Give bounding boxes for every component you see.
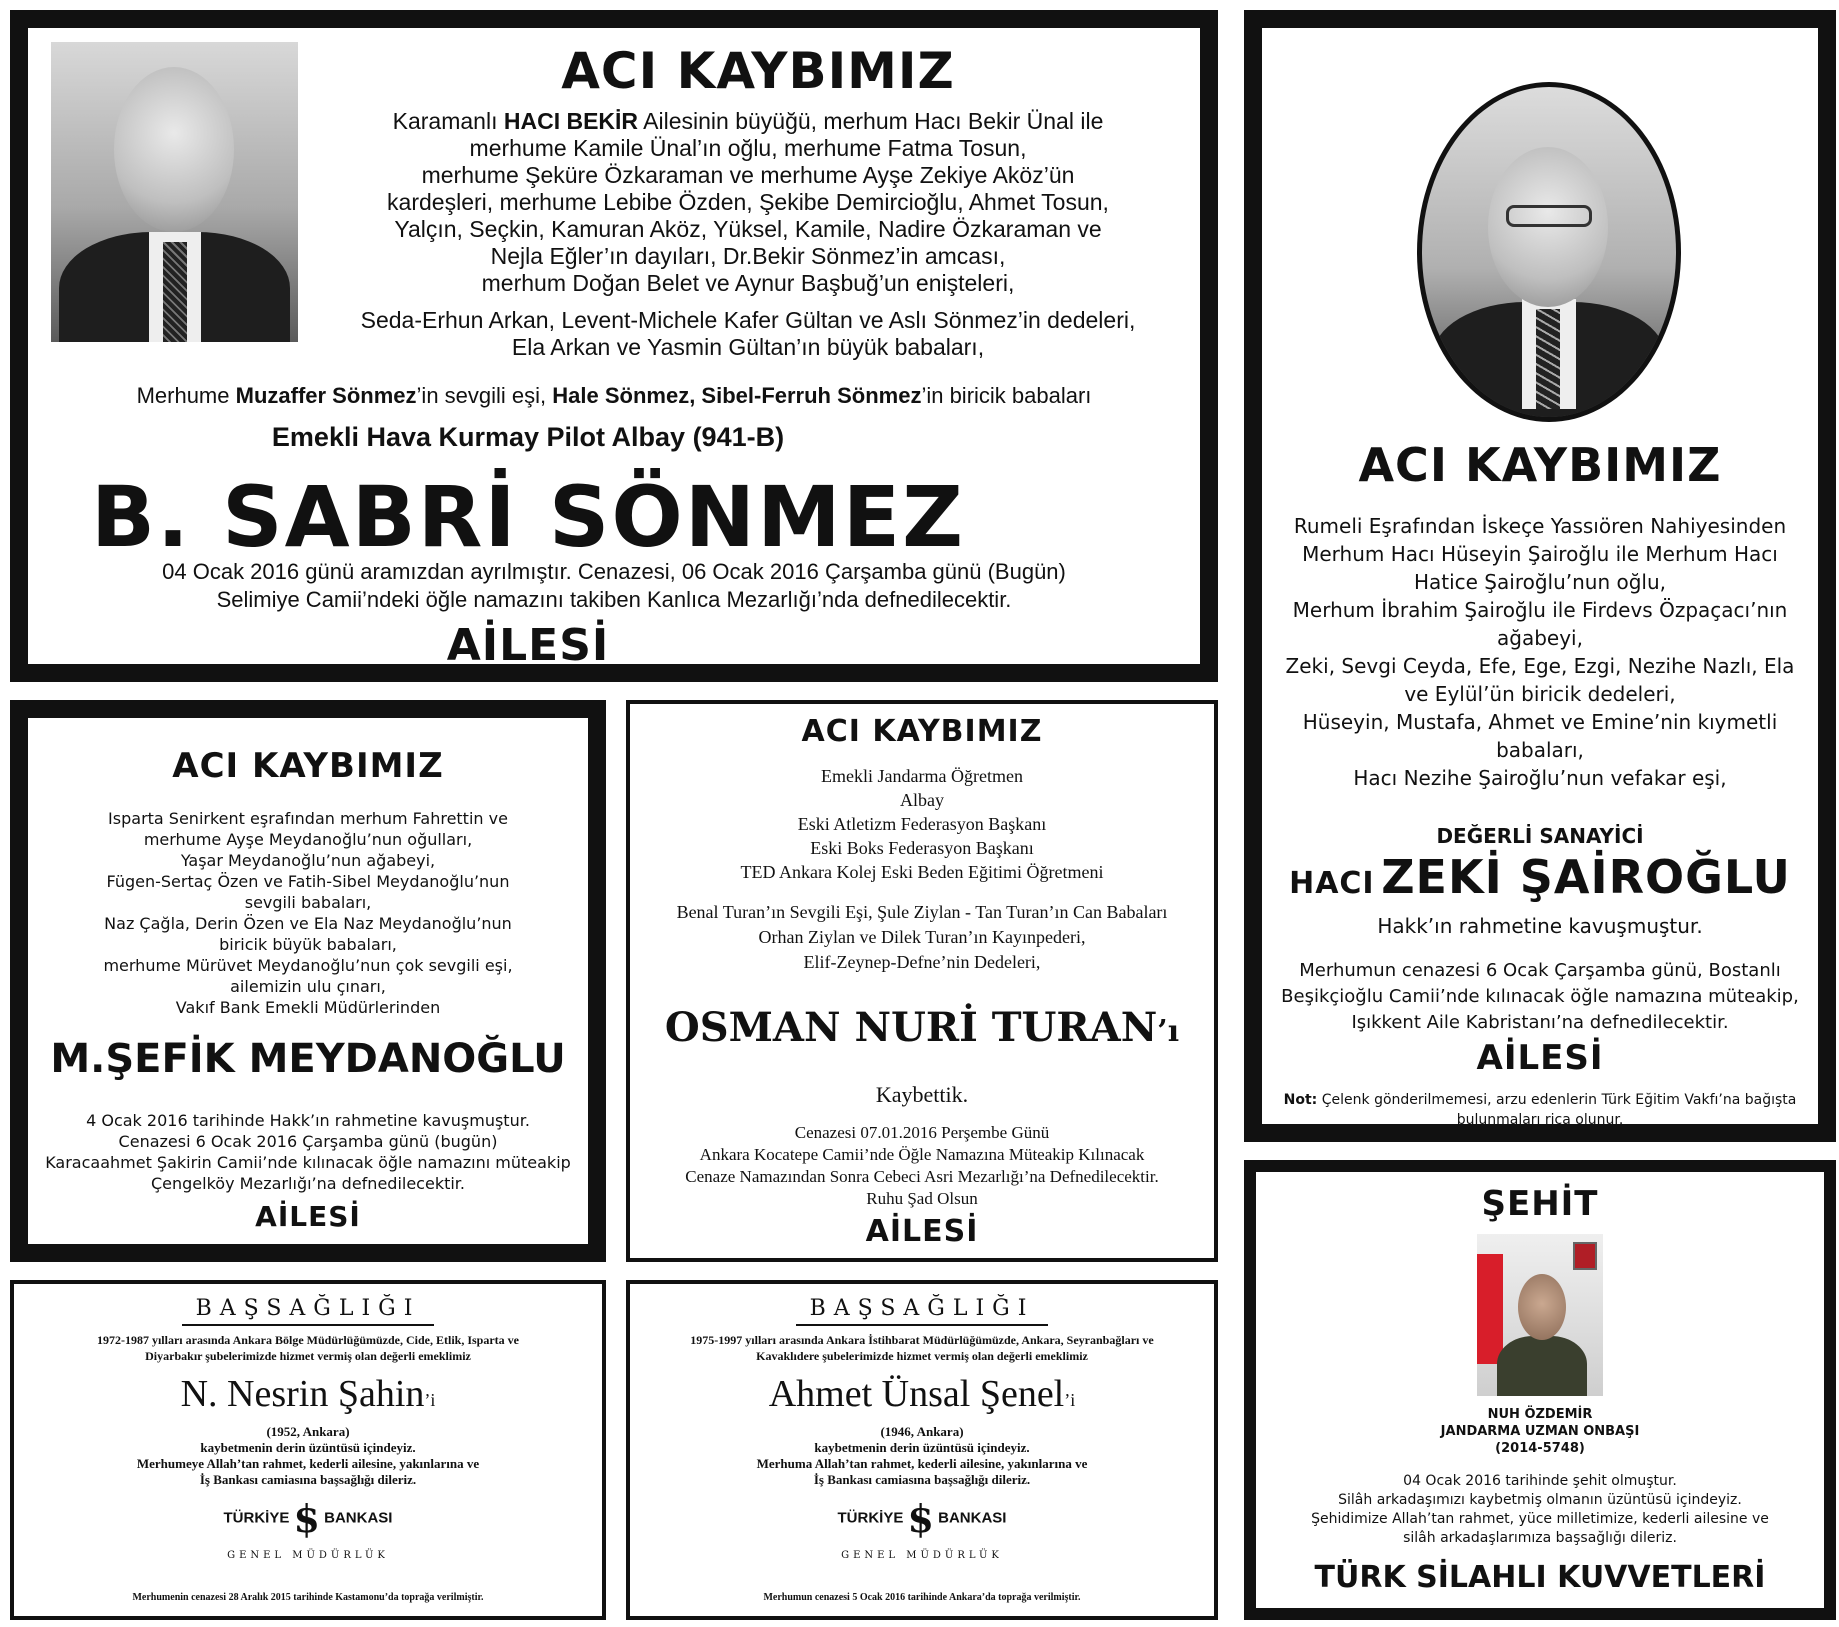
footer-note: Merhumun cenazesi 5 Ocak 2016 tarihinde Ankara’da toprağa verilmiştir. [763, 1592, 1081, 1603]
condolence-sahin [10, 1280, 606, 1620]
footer-note: Merhumenin cenazesi 28 Aralık 2015 tarihinde Kastamonu’da toprağa verilmiştir. [132, 1592, 484, 1603]
title: ACI KAYBIMIZ [1358, 438, 1722, 492]
funeral-info: 04 Ocak 2016 günü aramızdan ayrılmıştır. Cenazesi, 06 Ocak 2016 Çarşamba günü (Bugün) Selimiye Camii’ndeki öğle namazını takiben Kanlıca Mezarlığı’nda defnedilecektir. [162, 559, 1066, 612]
note: Not: Çelenk gönderilmemesi, arzu edenlerin Türk Eğitim Vakfı’na bağışta bulunmaları rica olunur. [1283, 1092, 1797, 1128]
bank-logo-icon: $ [293, 1496, 320, 1541]
family-text: Karamanlı HACI BEKİR Ailesinin büyüğü, merhum Hacı Bekir Ünal ile merhume Kamile Ünal’ın oğlu, merhume Fatma Tosun, merhume Şeküre Özkaraman ve merhume Ayşe Zekiye Aköz’ün kardeşleri, merhume Lebibe Özden, Şekibe Demircioğlu, Ahmet Tosun, Yalçın, Seçkin, Kamuran Aköz, Yüksel, Kamile, Nadire Özkaraman ve Nejla Eğler’ın dayıları, Dr.Bekir Sönmez’in amcası, merhum Doğan Belet ve Aynur Başbuğ’un enişteleri, Seda-Erhun Arkan, Levent-Michele Kafer Gültan ve Aslı Sönmez’in dedeleri, Ela Arkan ve Yasmin Gültan’ın büyük babaları, [360, 108, 1136, 360]
condolence-senel [626, 1280, 1218, 1620]
title-underline [796, 1324, 1048, 1326]
martyr-notice [1244, 1160, 1836, 1620]
portrait-photo [51, 42, 298, 342]
deceased-name: M.ŞEFİK MEYDANOĞLU [50, 1036, 566, 1082]
signature: AİLESİ [446, 620, 610, 671]
portrait-oval [1417, 82, 1681, 422]
obituary-meydanoglu [10, 700, 606, 1262]
bank-subtitle: GENEL MÜDÜRLÜK [227, 1550, 389, 1561]
title-underline [182, 1324, 434, 1326]
title: ACI KAYBIMIZ [801, 714, 1043, 749]
obituary-sairoglu [1244, 10, 1836, 1142]
condolence-text: (1946, Ankara) kaybetmenin derin üzüntüsü içindeyiz. Merhuma Allah’tan rahmet, kederli ailesine, yakınlarına ve İş Bankası camiasına başsağlığı dileriz. [756, 1424, 1088, 1487]
soldier-photo [1477, 1234, 1603, 1396]
flag-icon [1477, 1254, 1503, 1364]
title: BAŞSAĞLIĞI [195, 1296, 421, 1321]
signature: TÜRK SİLAHLI KUVVETLERİ [1314, 1560, 1766, 1595]
signature: AİLESİ [255, 1200, 361, 1233]
deceased-name: N. Nesrin Şahin’i [180, 1373, 436, 1415]
bank-logo-icon: $ [907, 1496, 934, 1541]
deceased-name: B. SABRİ SÖNMEZ [91, 468, 965, 566]
funeral-info: Merhumun cenazesi 6 Ocak Çarşamba günü, Bostanlı Beşikçioğlu Camii’nde kılınacak öğle namazına müteakip, Işıkkent Aile Kabristanı’na defnedilecektir. [1281, 960, 1799, 1033]
family-text: Rumeli Eşrafından İskeçe Yassıören Nahiyesinden Merhum Hacı Hüseyin Şairoğlu ile Merhum Hacı Hatice Şairoğlu’nun oğlu, Merhum İbrahim Şairoğlu ile Firdevs Özpaçacı’nın ağabeyi, Zeki, Sevgi Ceyda, Efe, Ege, Ezgi, Nezihe Nazlı, Ela ve Eylül’ün biricik dedeleri, Hüseyin, Mustafa, Ahmet ve Emine’nin kıymetli babaları, Hacı Nezihe Şairoğlu’nun vefakar eşi, [1285, 514, 1795, 790]
title: ACI KAYBIMIZ [561, 42, 955, 100]
funeral-info: Cenazesi 07.01.2016 Perşembe Günü Ankara Kocatepe Camii’nde Öğle Namazına Müteakip Kılınacak Cenaze Namazından Sonra Cebeci Asri Mezarlığı’na Defnedilecektir. Ruhu Şad Olsun [685, 1123, 1159, 1208]
lost-line: Kaybettik. [875, 1082, 969, 1107]
funeral-info: 4 Ocak 2016 tarihinde Hakk’ın rahmetine kavuşmuştur. Cenazesi 6 Ocak 2016 Çarşamba günü (bugün) Karacaahmet Şakirin Camii’nde kılınacak öğle namazını müteakip Çengelköy Mezarlığı’na defnedilecektir. [45, 1111, 571, 1193]
title: BAŞSAĞLIĞI [809, 1296, 1035, 1321]
deceased-name: OSMAN NURİ TURAN’ı [664, 1004, 1180, 1051]
service-text: 1975-1997 yılları arasında Ankara İstihbarat Müdürlüğümüzde, Ankara, Seyranbağları ve Kavaklıdere şubelerimizde hizmet vermiş olan değerli emeklimiz [690, 1333, 1154, 1363]
glasses [1506, 205, 1592, 227]
signature: AİLESİ [1476, 1038, 1604, 1078]
service-text: 1972-1987 yılları arasında Ankara Bölge Müdürlüğümüzde, Cide, Etlik, Isparta ve Diyarbakır şubelerimizde hizmet vermiş olan değerli emeklimiz [96, 1333, 520, 1363]
deceased-name: HACI ZEKİ ŞAİROĞLU [1289, 850, 1791, 904]
bank-logo: TÜRKİYE $ BANKASI [837, 1496, 1007, 1541]
soldier-identity: NUH ÖZDEMİR JANDARMA UZMAN ONBAŞI (2014-5748) [1440, 1407, 1640, 1456]
bank-subtitle: GENEL MÜDÜRLÜK [841, 1550, 1003, 1561]
condolence-text: (1952, Ankara) kaybetmenin derin üzüntüsü içindeyiz. Merhumeye Allah’tan rahmet, kederli ailesine, yakınlarına ve İş Bankası camiasına başsağlığı dileriz. [136, 1424, 480, 1487]
rahmet-line: Hakk’ın rahmetine kavuşmuştur. [1377, 914, 1703, 938]
titles-text: Emekli Jandarma Öğretmen Albay Eski Atletizm Federasyon Başkanı Eski Boks Federasyon Başkanı TED Ankara Kolej Eski Beden Eğitimi Öğretmeni [740, 766, 1104, 882]
title: ACI KAYBIMIZ [172, 746, 444, 786]
subtitle: DEĞERLİ SANAYİCİ [1436, 824, 1644, 848]
title: ŞEHİT [1481, 1184, 1599, 1224]
notice-text: 04 Ocak 2016 tarihinde şehit olmuştur. Silâh arkadaşımızı kaybetmiş olmanın üzüntüsü içindeyiz. Şehidimize Allah’tan rahmet, yüce milletimize, kederli ailesine ve silâh arkadaşlarımıza başsağlığı dileriz. [1311, 1473, 1769, 1546]
obituary-turan [626, 700, 1218, 1262]
rank: Emekli Hava Kurmay Pilot Albay (941-B) [271, 422, 785, 452]
bank-logo: TÜRKİYE $ BANKASI [223, 1496, 393, 1541]
family-text: Isparta Senirkent eşrafından merhum Fahrettin ve merhume Ayşe Meydanoğlu’nun oğulları, Yaşar Meydanoğlu’nun ağabeyi, Fügen-Sertaç Özen ve Fatih-Sibel Meydanoğlu’nun sevgili babaları, Naz Çağla, Derin Özen ve Ela Naz Meydanoğlu’nun biricik büyük babaları, merhume Mürüvet Meydanoğlu’nun çok sevgili eşi, ailemizin ulu çınarı, Vakıf Bank Emekli Müdürlerinden [103, 809, 513, 1017]
family-text: Benal Turan’ın Sevgili Eşi, Şule Ziylan - Tan Turan’ın Can Babaları Orhan Ziylan ve Dilek Turan’ın Kayınpederi, Elif-Zeynep-Defne’nin Dedeleri, [676, 902, 1168, 972]
emblem-icon [1573, 1242, 1597, 1270]
obituary-sonmez [10, 10, 1218, 682]
spouse-line: Merhume Muzaffer Sönmez’in sevgili eşi, Hale Sönmez, Sibel-Ferruh Sönmez’in biricik babaları [136, 383, 1092, 408]
deceased-name: Ahmet Ünsal Şenel’i [768, 1373, 1076, 1415]
signature: AİLESİ [865, 1214, 979, 1249]
